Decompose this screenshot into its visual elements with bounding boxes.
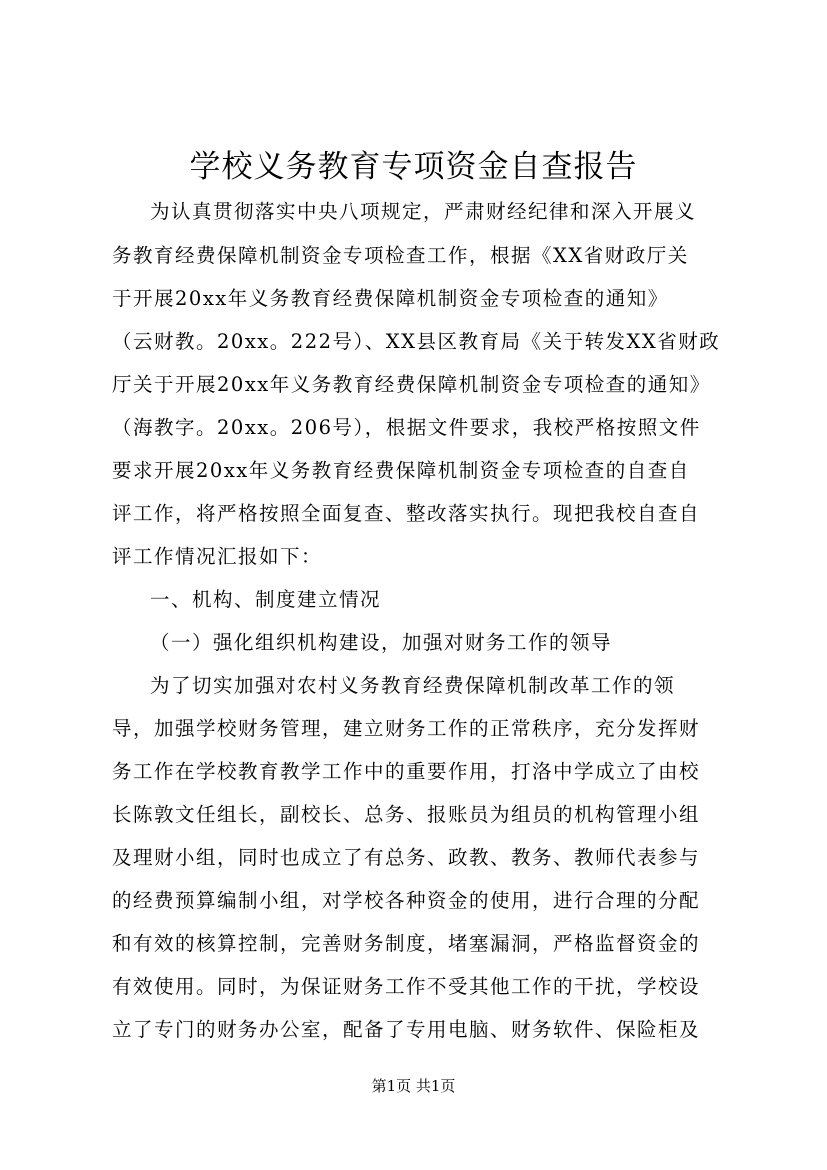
body-line: 的经费预算编制小组，对学校各种资金的使用，进行合理的分配 xyxy=(112,889,701,912)
body-line: 要求开展20xx年义务教育经费保障机制资金专项检查的自查自 xyxy=(112,459,690,482)
body-line: 为认真贯彻落实中央八项规定，严肃财经纪律和深入开展义 xyxy=(150,200,697,223)
body-line: 评工作，将严格按照全面复查、整改落实执行。现把我校自查自 xyxy=(112,502,701,525)
body-line: 评工作情况汇报如下： xyxy=(112,545,323,568)
body-line: 立了专门的财务办公室，配备了专用电脑、财务软件、保险柜及 xyxy=(112,1018,701,1041)
body-line: 和有效的核算控制，完善财务制度，堵塞漏洞，严格监督资金的 xyxy=(112,932,701,955)
body-line: （海教字。20xx。206号），根据文件要求，我校严格按照文件 xyxy=(112,416,701,439)
subsection-heading: （一）强化组织机构建设，加强对财务工作的领导 xyxy=(150,631,613,654)
body-line: 导，加强学校财务管理，建立财务工作的正常秩序，充分发挥财 xyxy=(112,717,701,740)
body-line: 及理财小组，同时也成立了有总务、政教、教务、教师代表参与 xyxy=(112,846,701,869)
page-footer: 第1页 共1页 xyxy=(371,1077,456,1095)
body-line: 厅关于开展20xx年义务教育经费保障机制资金专项检查的通知》 xyxy=(112,373,711,396)
body-line: 为了切实加强对农村义务教育经费保障机制改革工作的领 xyxy=(150,674,676,697)
body-line: 务工作在学校教育教学工作中的重要作用，打洛中学成立了由校 xyxy=(112,760,701,783)
section-heading: 一、机构、制度建立情况 xyxy=(150,588,382,611)
body-line: （云财教。20xx。222号）、XX县区教育局《关于转发XX省财政 xyxy=(112,330,721,353)
body-line: 长陈敦文任组长，副校长、总务、报账员为组员的机构管理小组 xyxy=(112,803,701,826)
body-line: 于开展20xx年义务教育经费保障机制资金专项检查的通知》 xyxy=(112,287,669,310)
body-line: 有效使用。同时，为保证财务工作不受其他工作的干扰，学校设 xyxy=(112,975,701,998)
document-title: 学校义务教育专项资金自查报告 xyxy=(189,149,638,185)
body-line: 务教育经费保障机制资金专项检查工作，根据《XX省财政厅关 xyxy=(112,244,689,267)
